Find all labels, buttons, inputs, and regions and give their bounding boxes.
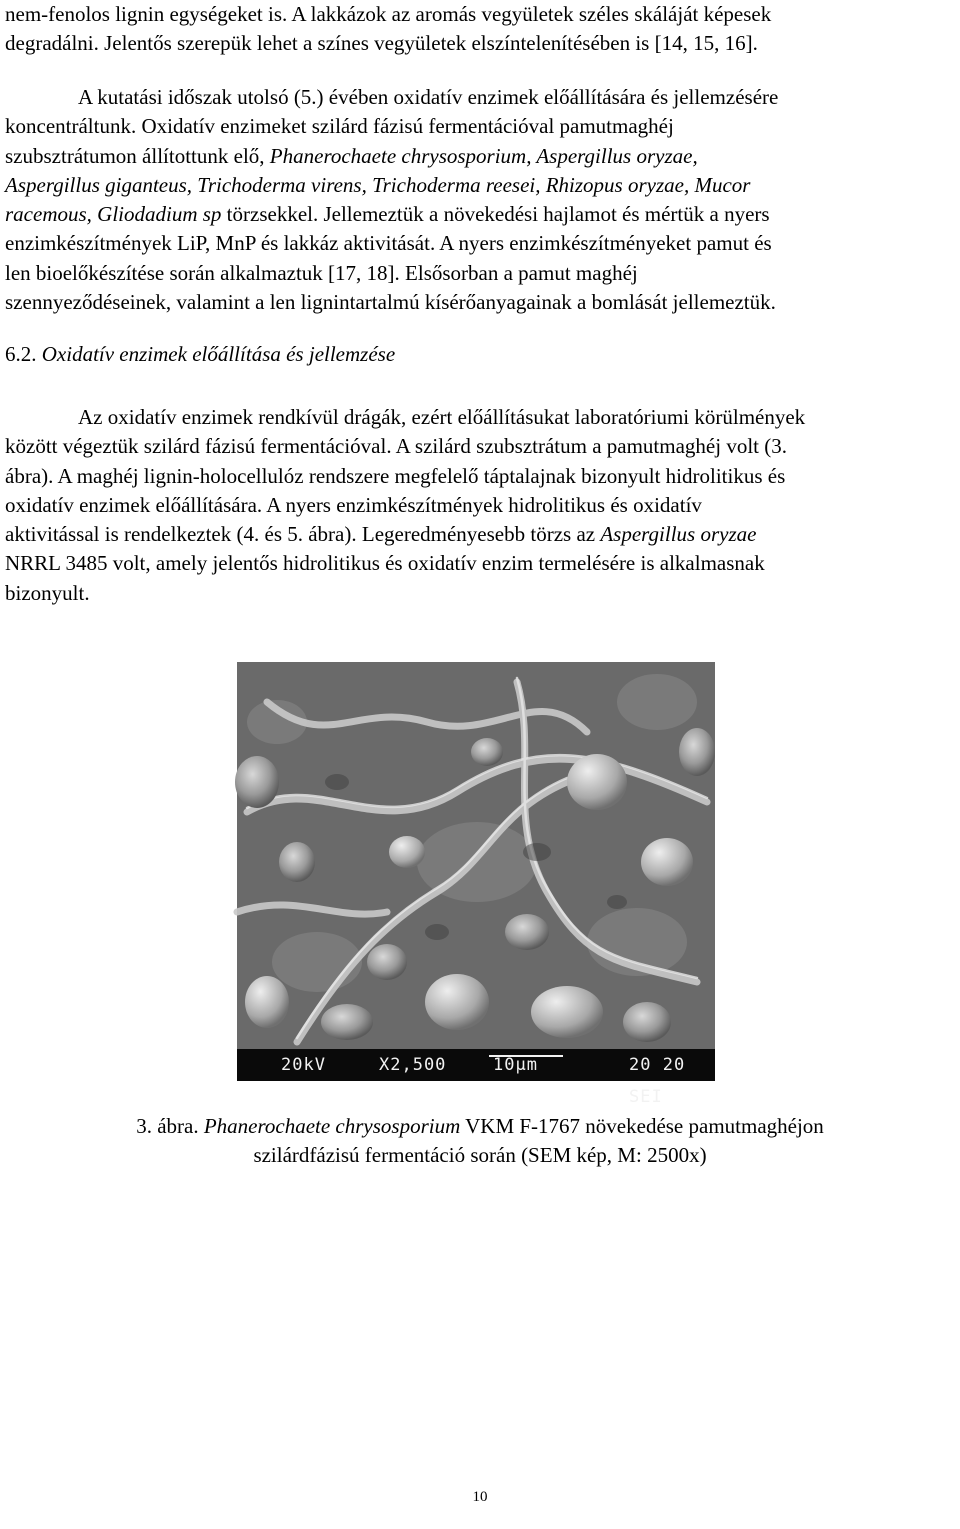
caption-label: 3. ábra. (136, 1114, 204, 1138)
sem-info-bar (237, 1049, 715, 1107)
species-list-italic: Aspergillus giganteus, Trichoderma virens, Trichoderma reesei, Rhizopus oryzae, Mucor (5, 172, 751, 197)
caption-line (0, 1112, 960, 1141)
text-line: enzimkészítmények LiP, MnP és lakkáz aktivitását. A nyers enzimkészítményeket pamut és (5, 231, 772, 256)
text-line: oxidatív enzimek előállítására. A nyers enzimkészítmények hidrolitikus és oxidatív (5, 492, 702, 517)
sem-accelerating-voltage: 20kV (281, 1055, 326, 1075)
sem-magnification: X2,500 (379, 1055, 447, 1075)
section-number: 6.2. (5, 342, 42, 366)
text-run: törzsekkel. Jellemeztük a növekedési hajlamot és mértük a nyers (221, 202, 770, 227)
sem-image-placeholder (237, 662, 715, 1081)
caption-text: VKM F-1767 növekedése pamutmaghéjon (460, 1114, 824, 1138)
species-list-italic: racemous, Gliodadium sp (5, 202, 222, 227)
sem-micrograph (237, 662, 715, 1107)
figure-caption (0, 1112, 960, 1170)
text-line (5, 142, 955, 171)
sem-scale-label: 10µm (493, 1055, 538, 1075)
text-line (5, 520, 955, 549)
text-line: NRRL 3485 volt, amely jelentős hidrolitikus és oxidatív enzim termelésére is alkalmasnak (5, 551, 765, 576)
text-line (5, 171, 955, 200)
text-line: koncentráltunk. Oxidatív enzimeket szilárd fázisú fermentációval pamutmaghéj (5, 114, 674, 139)
text-line: szennyeződéseinek, valamint a len lignintartalmú kísérőanyagainak a bomlását jellemeztük. (5, 290, 776, 315)
text-run: szubsztrátumon állítottunk elő, (5, 143, 270, 168)
text-line: A kutatási időszak utolsó (5.) évében oxidatív enzimek előállítására és jellemzésére (78, 85, 779, 109)
caption-line: szilárdfázisú fermentáció során (SEM kép, M: 2500x) (253, 1143, 707, 1167)
paragraph-continuation (5, 0, 955, 59)
text-line: bizonyult. (5, 580, 90, 605)
paragraph-oxidative-enzymes (5, 403, 955, 608)
text-line: Az oxidatív enzimek rendkívül drágák, ezért előállításukat laboratóriumi körülmények (78, 405, 806, 429)
page-number: 10 (472, 1489, 488, 1505)
section-title: Oxidatív enzimek előállítása és jellemzése (41, 342, 396, 366)
text-line: ábra). A maghéj lignin-holocellulóz rendszere megfelelő táptalajnak bizonyult hidrolitikus és (5, 463, 786, 488)
sem-sample-id: 20 20 SEI (629, 1055, 686, 1107)
text-line: között végeztük szilárd fázisú fermentációval. A szilárd szubsztrátum a pamutmaghéj volt (3. (5, 434, 787, 459)
text-run: aktivitással is rendelkeztek (4. és 5. ábra). Legeredményesebb törzs az (5, 522, 601, 547)
text-line: degradálni. Jelentős szerepük lehet a színes vegyületek elszíntelenítésében is [14, 15, 16]. (5, 31, 758, 56)
paragraph-research-summary (5, 83, 955, 317)
species-name-italic: Aspergillus oryzae (600, 522, 757, 547)
text-line: nem-fenolos lignin egységeket is. A lakkázok az aromás vegyületek széles skáláját képesek (5, 2, 772, 26)
text-line: len bioelőkészítése során alkalmaztuk [17, 18]. Elsősorban a pamut maghéj (5, 260, 638, 285)
caption-species: Phanerochaete chrysosporium (203, 1114, 461, 1138)
text-line (5, 200, 955, 229)
species-list-italic: Phanerochaete chrysosporium, Aspergillus oryzae, (269, 143, 698, 168)
section-heading (5, 342, 395, 367)
